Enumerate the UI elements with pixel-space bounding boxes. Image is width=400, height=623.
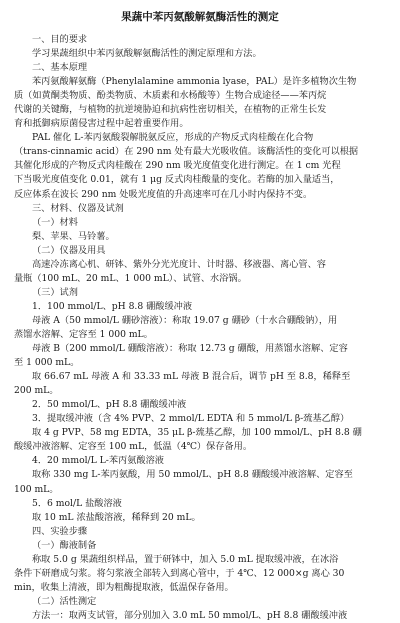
text-line: 蒸馏水溶解、定容至 1 000 mL。	[14, 328, 153, 340]
text-line: 高速冷冻离心机、研钵、紫外分光光度计、计时器、移液器、离心管、容	[32, 258, 326, 270]
text-line: 代谢的关键酶，与植物的抗逆境胁迫和抗病性密切相关，在植物的正常生长发	[14, 104, 327, 116]
text-line: 取 10 mL 浓盐酸溶液，稀释到 20 mL。	[32, 511, 201, 523]
text-line: 下当吸光度值变化 0.01，就有 1 μg 反式肉桂酸量的变化。若酶的加入量适当，	[14, 174, 340, 186]
text-line: 2．50 mmol/L、pH 8.8 硼酸缓冲液	[32, 399, 187, 411]
text-line: （trans-cinnamic acid）在 290 nm 处有最大光吸收值。该酶活性的变化可以根据	[14, 146, 359, 158]
text-line: 称取 5.0 g 果蔬组织样品，置于研钵中，加入 5.0 mL 提取缓冲液，在冰浴	[32, 553, 339, 565]
text-line: （一）材料	[32, 216, 78, 228]
text-line: （一）酶液制备	[32, 539, 97, 551]
text-line: 200 mL。	[14, 385, 59, 397]
text-line: 三、材料、仪器及试剂	[32, 202, 124, 214]
text-line: 条件下研磨成匀浆。将匀浆液全部转入到离心管中，于 4℃、12 000×g 离心 30	[14, 567, 345, 579]
text-line: 母液 B（200 mmol/L 硼酸溶液）：称取 12.73 g 硼酸，用蒸馏水溶解、定容	[32, 343, 348, 355]
text-line: PAL 催化 L-苯丙氨酸裂解脱氨反应，形成的产物反式肉桂酸在化合物	[32, 132, 314, 144]
text-line: 二、基本原理	[32, 62, 88, 74]
text-line: min，收集上清液，即为粗酶提取液，低温保存备用。	[14, 581, 234, 593]
text-line: 3．提取缓冲液（含 4% PVP、2 mmol/L EDTA 和 5 mmol/L β-巯基乙醇）	[32, 413, 350, 425]
text-line: 母液 A（50 mmol/L 硼砂溶液）：称取 19.07 g 硼砂（十水合硼酸钠），用	[32, 314, 338, 326]
text-line: 四、实验步骤	[32, 525, 88, 537]
text-line: 取称 330 mg L-苯丙氨酸，用 50 mmol/L、pH 8.8 硼酸缓冲液溶解、定容至	[32, 469, 353, 481]
text-line: （二）仪器及用具	[32, 244, 106, 256]
document-title: 果蔬中苯丙氨酸解氨酶活性的测定	[121, 11, 279, 23]
text-line: 酸缓冲液溶解、定容至 100 mL，低温（4℃）保存备用。	[14, 441, 253, 453]
text-line: （三）试剂	[32, 286, 78, 298]
text-line: 学习果蔬组织中苯丙氨酸解氨酶活性的测定原理和方法。	[32, 48, 262, 60]
document-body	[14, 33, 386, 623]
text-line: 5．6 mol/L 盐酸溶液	[32, 497, 122, 509]
text-line: （二）活性测定	[32, 595, 97, 607]
text-line: 4．20 mmol/L L-苯丙氨酸溶液	[32, 455, 164, 467]
text-line: 反应体系在波长 290 nm 处吸光度值的升高速率可在几小时内保持不变。	[14, 188, 313, 200]
text-line: 育和抵御病原菌侵害过程中起着重要作用。	[14, 118, 189, 130]
text-line: 量瓶（100 mL、20 mL、1 000 mL）、试管、水浴锅。	[14, 272, 247, 284]
text-line: 取 4 g PVP、58 mg EDTA，35 μL β-巯基乙醇，加 100 mmol/L、pH 8.8 硼	[32, 427, 362, 439]
text-line: 梨、苹果、马铃薯。	[32, 230, 115, 242]
text-line: 取 66.67 mL 母液 A 和 33.33 mL 母液 B 混合后，调节 pH 至 8.8，稀释至	[32, 371, 351, 383]
text-line: 方法一：取两支试管，部分别加入 3.0 mL 50 mmol/L、pH 8.8 硼酸缓冲液	[32, 609, 348, 621]
text-line: 苯丙氨酸解氨酶（Phenylalamine ammonia lyase，PAL）是许多植物次生物	[32, 76, 357, 88]
text-line: 质（如黄酮类物质、酚类物质、木质素和水杨酸等）生物合成途径——苯丙烷	[14, 90, 327, 102]
text-line: 1．100 mmol/L、pH 8.8 硼酸缓冲液	[32, 300, 193, 312]
text-line: 一、目的要求	[32, 34, 88, 45]
text-line: 至 1 000 mL。	[14, 357, 80, 369]
text-line: 其催化形成的产物反式肉桂酸在 290 nm 吸光度值变化进行测定。在 1 cm 光程	[14, 160, 341, 172]
text-line: 100 mL。	[14, 483, 59, 495]
